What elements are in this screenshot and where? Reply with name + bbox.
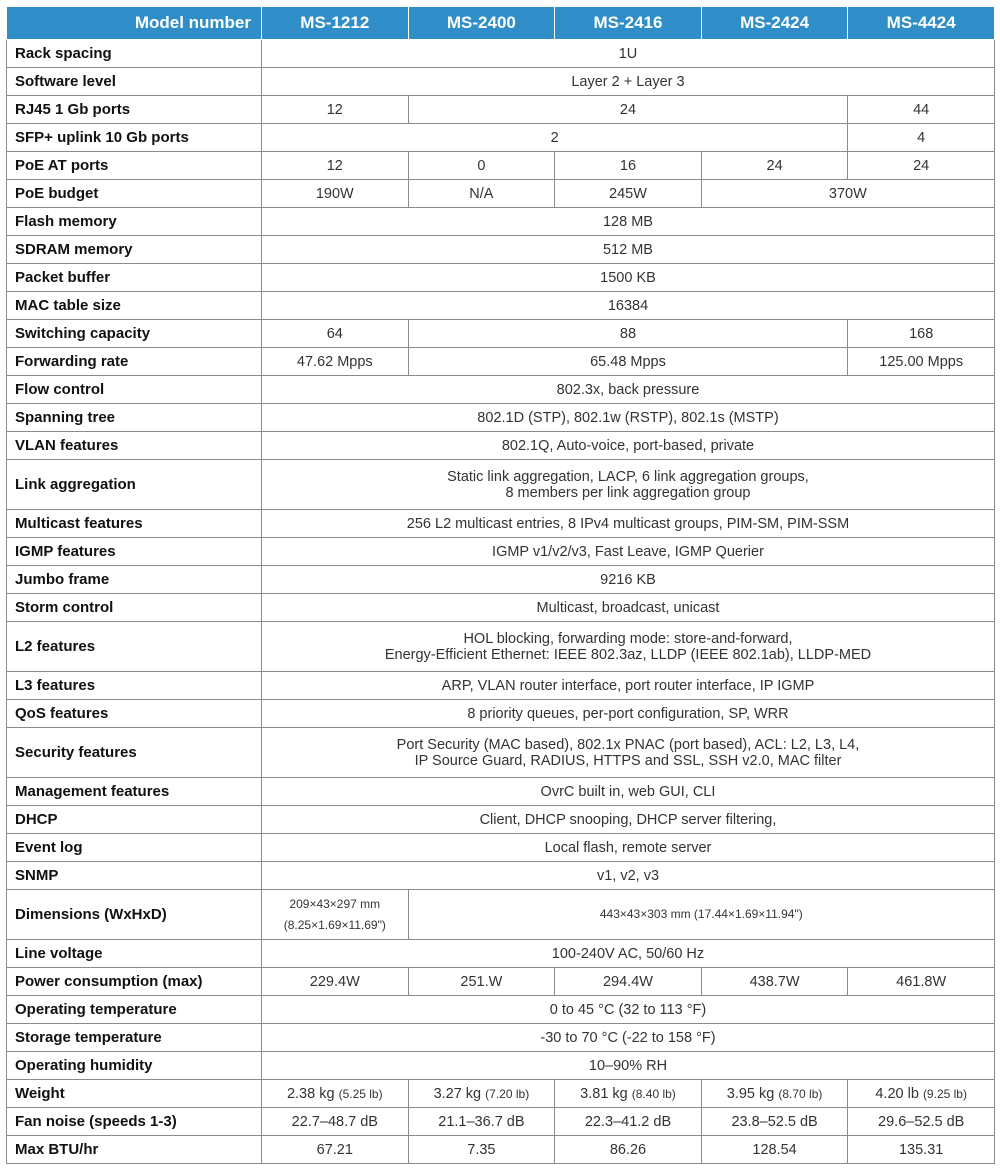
spec-label: Flash memory	[7, 208, 262, 236]
spec-value-text: 229.4W	[309, 973, 360, 990]
spec-value	[555, 1136, 702, 1164]
table-row	[7, 68, 995, 96]
spec-value-text: N/A	[469, 185, 494, 202]
spec-value-text: 251.W	[460, 973, 503, 990]
spec-value-text: 64	[326, 325, 343, 342]
spec-value	[262, 940, 995, 968]
spec-value-text: 2	[550, 129, 559, 146]
spec-value-text: 4	[917, 129, 926, 146]
spec-value-text: 12	[326, 157, 343, 174]
table-row	[7, 376, 995, 404]
spec-value	[262, 834, 995, 862]
table-row	[7, 672, 995, 700]
table-row	[7, 40, 995, 68]
spec-value-text: 24	[766, 157, 783, 174]
spec-value	[701, 1136, 848, 1164]
spec-value	[262, 1080, 409, 1108]
spec-value	[848, 124, 995, 152]
spec-value-text: Layer 2 + Layer 3	[571, 73, 685, 90]
spec-value	[262, 1024, 995, 1052]
spec-value	[848, 96, 995, 124]
spec-value-text: 4.20 lb	[875, 1085, 919, 1102]
spec-label: Jumbo frame	[7, 566, 262, 594]
spec-value	[555, 152, 702, 180]
table-row	[7, 292, 995, 320]
spec-value-text: 256 L2 multicast entries, 8 IPv4 multicast groups, PIM-SM, PIM-SSM	[406, 515, 850, 532]
spec-value-line: Energy-Efficient Ethernet: IEEE 802.3az, LLDP (IEEE 802.1ab), LLDP-MED	[384, 646, 872, 663]
spec-value	[262, 968, 409, 996]
table-row	[7, 96, 995, 124]
spec-value	[262, 672, 995, 700]
spec-value	[408, 968, 555, 996]
table-row	[7, 236, 995, 264]
spec-label: SDRAM memory	[7, 236, 262, 264]
spec-label: PoE budget	[7, 180, 262, 208]
spec-value-text: 24	[619, 101, 637, 118]
table-row	[7, 538, 995, 566]
spec-value	[555, 1108, 702, 1136]
spec-value	[262, 538, 995, 566]
spec-value-subtext: (7.20 lb)	[485, 1086, 530, 1101]
spec-value	[262, 376, 995, 404]
spec-value-text: 22.7–48.7 dB	[291, 1113, 378, 1130]
spec-value-text: 802.1Q, Auto-voice, port-based, private	[501, 437, 755, 454]
spec-label: Fan noise (speeds 1-3)	[7, 1108, 262, 1136]
spec-value	[408, 348, 848, 376]
spec-value-text: 47.62 Mpps	[296, 353, 373, 370]
spec-label: Storage temperature	[7, 1024, 262, 1052]
spec-value	[701, 180, 994, 208]
spec-label: Security features	[7, 728, 262, 778]
spec-label: VLAN features	[7, 432, 262, 460]
spec-table-header	[7, 7, 995, 40]
spec-value	[408, 180, 555, 208]
spec-value-text: 3.95 kg	[726, 1085, 775, 1102]
spec-label: Spanning tree	[7, 404, 262, 432]
spec-value-text: 16384	[607, 297, 649, 314]
spec-value	[262, 40, 995, 68]
spec-value	[262, 152, 409, 180]
table-row	[7, 834, 995, 862]
spec-label: PoE AT ports	[7, 152, 262, 180]
spec-value	[262, 320, 409, 348]
spec-value	[408, 1108, 555, 1136]
spec-value-text: 10–90% RH	[588, 1057, 668, 1074]
spec-value-text: 2.38 kg	[286, 1085, 335, 1102]
table-row	[7, 806, 995, 834]
spec-value	[262, 996, 995, 1024]
spec-value-text: 128.54	[752, 1141, 797, 1158]
spec-label: QoS features	[7, 700, 262, 728]
spec-value-text: Client, DHCP snooping, DHCP server filtering,	[479, 811, 777, 828]
spec-value	[848, 152, 995, 180]
spec-value	[262, 264, 995, 292]
spec-value	[262, 348, 409, 376]
spec-value-text: 3.27 kg	[433, 1085, 482, 1102]
spec-label: Dimensions (WxHxD)	[7, 890, 262, 940]
spec-label: Operating humidity	[7, 1052, 262, 1080]
table-row	[7, 1080, 995, 1108]
spec-value	[848, 968, 995, 996]
table-row	[7, 208, 995, 236]
spec-value	[701, 968, 848, 996]
spec-label: Weight	[7, 1080, 262, 1108]
table-row	[7, 940, 995, 968]
spec-value-text: 802.3x, back pressure	[556, 381, 700, 398]
spec-value-line: 8 members per link aggregation group	[505, 484, 751, 501]
spec-value	[555, 1080, 702, 1108]
spec-value	[262, 432, 995, 460]
spec-value	[262, 806, 995, 834]
spec-value	[262, 180, 409, 208]
spec-value-text: 802.1D (STP), 802.1w (RSTP), 802.1s (MSTP)	[477, 409, 779, 426]
spec-value-subtext: (5.25 lb)	[338, 1086, 383, 1101]
spec-label: Operating temperature	[7, 996, 262, 1024]
spec-value-text: 443×43×303 mm (17.44×1.69×11.94")	[599, 907, 803, 921]
spec-label: SFP+ uplink 10 Gb ports	[7, 124, 262, 152]
table-row	[7, 460, 995, 510]
table-row	[7, 320, 995, 348]
table-row	[7, 264, 995, 292]
spec-value	[262, 510, 995, 538]
spec-value-text: 1U	[618, 45, 638, 62]
spec-label: Software level	[7, 68, 262, 96]
table-row	[7, 1052, 995, 1080]
spec-value-text: 16	[619, 157, 637, 174]
spec-value	[262, 1136, 409, 1164]
spec-value	[262, 862, 995, 890]
spec-value-text: 44	[913, 101, 930, 118]
spec-value	[408, 96, 848, 124]
spec-value-text: 128 MB	[602, 213, 653, 230]
table-row	[7, 1136, 995, 1164]
spec-value-text: Local flash, remote server	[544, 839, 712, 856]
table-row	[7, 566, 995, 594]
spec-value-text: 67.21	[316, 1141, 353, 1158]
spec-value-text: 24	[913, 157, 930, 174]
spec-value	[701, 1080, 848, 1108]
spec-label: Forwarding rate	[7, 348, 262, 376]
spec-value-text: 135.31	[898, 1141, 944, 1158]
header-row	[7, 7, 995, 40]
spec-value-text: Multicast, broadcast, unicast	[536, 599, 720, 616]
spec-value	[262, 1108, 409, 1136]
spec-value-text: 512 MB	[602, 241, 653, 258]
spec-value	[262, 292, 995, 320]
spec-label: IGMP features	[7, 538, 262, 566]
spec-value-text: 29.6–52.5 dB	[878, 1113, 965, 1130]
table-row	[7, 778, 995, 806]
table-row	[7, 968, 995, 996]
spec-value-text: 88	[619, 325, 637, 342]
table-row	[7, 510, 995, 538]
spec-value-text: 22.3–41.2 dB	[584, 1113, 672, 1130]
spec-value-text: 190W	[315, 185, 354, 202]
spec-value-text: 3.81 kg	[580, 1085, 628, 1102]
spec-label: Event log	[7, 834, 262, 862]
table-row	[7, 432, 995, 460]
spec-value-line: Port Security (MAC based), 802.1x PNAC (port based), ACL: L2, L3, L4,	[396, 736, 860, 753]
spec-value-text: 23.8–52.5 dB	[731, 1113, 818, 1130]
spec-value	[262, 566, 995, 594]
spec-value	[262, 778, 995, 806]
spec-value	[262, 404, 995, 432]
spec-label: L2 features	[7, 622, 262, 672]
spec-label: Switching capacity	[7, 320, 262, 348]
table-row	[7, 700, 995, 728]
table-row	[7, 622, 995, 672]
spec-value	[262, 96, 409, 124]
spec-value-text: v1, v2, v3	[596, 867, 660, 884]
spec-value	[701, 152, 848, 180]
spec-value-text: 86.26	[609, 1141, 647, 1158]
header-model-ms-2400: MS-2400	[408, 7, 555, 40]
spec-value-text: 12	[326, 101, 343, 118]
spec-value-text: OvrC built in, web GUI, CLI	[540, 783, 716, 800]
spec-value	[262, 700, 995, 728]
spec-value-text: -30 to 70 °C (-22 to 158 °F)	[540, 1029, 716, 1046]
spec-value-line: 209×43×297 mm	[289, 896, 381, 911]
spec-value	[408, 152, 555, 180]
spec-value-text: 0 to 45 °C (32 to 113 °F)	[549, 1001, 707, 1018]
spec-label: Link aggregation	[7, 460, 262, 510]
table-row	[7, 890, 995, 940]
spec-label: Max BTU/hr	[7, 1136, 262, 1164]
header-model-ms-2424: MS-2424	[701, 7, 848, 40]
spec-label: Management features	[7, 778, 262, 806]
spec-value-line: IP Source Guard, RADIUS, HTTPS and SSL, SSH v2.0, MAC filter	[414, 752, 842, 769]
spec-label: Flow control	[7, 376, 262, 404]
spec-label: Power consumption (max)	[7, 968, 262, 996]
table-row	[7, 152, 995, 180]
spec-value	[262, 68, 995, 96]
spec-label: RJ45 1 Gb ports	[7, 96, 262, 124]
spec-label: DHCP	[7, 806, 262, 834]
spec-value-text: 100-240V AC, 50/60 Hz	[551, 945, 705, 962]
spec-value-text: 294.4W	[602, 973, 653, 990]
spec-label: Multicast features	[7, 510, 262, 538]
spec-label: SNMP	[7, 862, 262, 890]
header-model-ms-2416: MS-2416	[555, 7, 702, 40]
spec-value-text: 168	[909, 325, 934, 342]
table-row	[7, 996, 995, 1024]
spec-value-text: 65.48 Mpps	[590, 353, 666, 370]
spec-label: L3 features	[7, 672, 262, 700]
table-row	[7, 1108, 995, 1136]
spec-value	[408, 320, 848, 348]
spec-value-text: 370W	[828, 185, 867, 202]
spec-value-text: 461.8W	[896, 973, 947, 990]
spec-value-text: 21.1–36.7 dB	[438, 1113, 525, 1130]
table-row	[7, 180, 995, 208]
spec-value-text: 438.7W	[749, 973, 800, 990]
spec-value-subtext: (9.25 lb)	[922, 1086, 967, 1101]
spec-value-line: HOL blocking, forwarding mode: store-and-forward,	[463, 630, 793, 647]
spec-value-text: 9216 KB	[600, 571, 656, 588]
table-row	[7, 594, 995, 622]
spec-value	[262, 594, 995, 622]
spec-value-text: 1500 KB	[600, 269, 656, 286]
spec-value	[408, 1080, 555, 1108]
spec-value-subtext: (8.40 lb)	[631, 1086, 676, 1101]
spec-value	[555, 180, 702, 208]
spec-label: Line voltage	[7, 940, 262, 968]
spec-label: Storm control	[7, 594, 262, 622]
spec-value-text: 125.00 Mpps	[879, 353, 964, 370]
spec-value	[262, 1052, 995, 1080]
header-model-number: Model number	[7, 7, 262, 40]
spec-value	[848, 320, 995, 348]
spec-value-text: ARP, VLAN router interface, port router interface, IP IGMP	[441, 677, 815, 694]
spec-table	[6, 6, 995, 1164]
spec-label: Rack spacing	[7, 40, 262, 68]
spec-value-text: IGMP v1/v2/v3, Fast Leave, IGMP Querier	[492, 543, 764, 560]
spec-value	[262, 236, 995, 264]
spec-value-text: 0	[477, 157, 486, 174]
spec-value	[701, 1108, 848, 1136]
table-row	[7, 862, 995, 890]
spec-value	[262, 460, 995, 510]
spec-value	[262, 622, 995, 672]
spec-value	[262, 728, 995, 778]
table-row	[7, 1024, 995, 1052]
spec-value	[408, 1136, 555, 1164]
spec-value-text: 245W	[609, 185, 647, 202]
spec-label: MAC table size	[7, 292, 262, 320]
spec-value	[262, 890, 409, 940]
header-model-ms-4424: MS-4424	[848, 7, 995, 40]
spec-value	[848, 1108, 995, 1136]
header-model-ms-1212: MS-1212	[262, 7, 409, 40]
spec-label: Packet buffer	[7, 264, 262, 292]
table-row	[7, 348, 995, 376]
spec-value	[848, 1136, 995, 1164]
spec-table-body	[7, 40, 995, 1164]
spec-value	[848, 348, 995, 376]
spec-value-text: 7.35	[467, 1141, 496, 1158]
spec-value	[555, 968, 702, 996]
spec-value-subtext: (8.70 lb)	[778, 1086, 823, 1101]
table-row	[7, 728, 995, 778]
spec-value-line: (8.25×1.69×11.69")	[283, 917, 386, 932]
spec-value	[408, 890, 994, 940]
table-row	[7, 404, 995, 432]
spec-value	[262, 124, 848, 152]
spec-value-text: 8 priority queues, per-port configuration, SP, WRR	[467, 705, 789, 722]
spec-value	[848, 1080, 995, 1108]
table-row	[7, 124, 995, 152]
spec-value-line: Static link aggregation, LACP, 6 link aggregation groups,	[447, 468, 809, 485]
spec-table-container	[6, 6, 994, 1164]
spec-value	[262, 208, 995, 236]
